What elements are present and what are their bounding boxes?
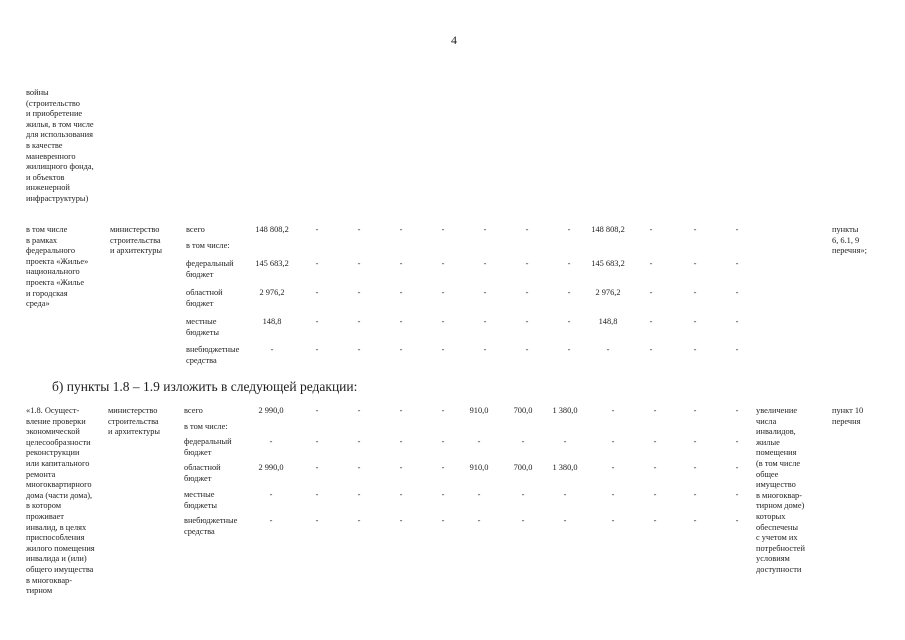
cell-dash: - — [357, 437, 361, 446]
cell-dash: - — [525, 345, 529, 354]
row-label-line: местные — [186, 317, 217, 326]
row-label-line: бюджет — [184, 473, 212, 483]
project-name-line: проекта «Жилье» — [26, 256, 89, 266]
cell-dash: - — [315, 317, 319, 326]
cell-dash: - — [399, 259, 403, 268]
measure-name-line: вление проверки — [26, 416, 86, 426]
cell-total: - — [270, 345, 274, 354]
cell-dash: - — [399, 406, 403, 415]
cell-dash: - — [357, 317, 361, 326]
row-label-line: областной — [186, 288, 223, 297]
cell-col8: - — [563, 437, 567, 446]
row-label-line: бюджет — [186, 298, 214, 308]
row-label-line: средства — [186, 355, 217, 365]
cell-col9: 148,8 — [598, 317, 618, 326]
cell-col6: - — [477, 437, 481, 446]
expected-result-line: жилые — [756, 437, 780, 447]
cell-dash: - — [567, 288, 571, 297]
cell-col9: 148 808,2 — [591, 225, 625, 234]
project-name-line: и городская — [26, 288, 68, 298]
cell-total: 2 990,0 — [258, 406, 284, 415]
cell-dash: - — [693, 345, 697, 354]
measure-name-line: в многоквар- — [26, 575, 73, 585]
cell-dash: - — [735, 490, 739, 499]
top-fragment-line: инфраструктуры) — [26, 193, 89, 203]
expected-result-line: числа — [756, 416, 777, 426]
cell-dash: - — [315, 225, 319, 234]
top-fragment-line: инженерной — [26, 183, 70, 193]
cell-dash: - — [357, 516, 361, 525]
cell-dash: - — [735, 463, 739, 472]
cell-dash: - — [315, 490, 319, 499]
cell-dash: - — [441, 259, 445, 268]
expected-result-line: с учетом их — [756, 533, 798, 543]
top-fragment-line: (строительство — [26, 98, 80, 108]
cell-dash: - — [483, 225, 487, 234]
cell-total: 2 976,2 — [259, 288, 285, 297]
row-label — [186, 241, 230, 252]
cell-dash: - — [693, 463, 697, 472]
cell-dash: - — [441, 317, 445, 326]
executor-line: и архитектуры — [110, 246, 163, 256]
expected-result-line: инвалидов, — [756, 427, 796, 437]
executor-line: министерство — [110, 225, 160, 234]
cell-col6: - — [477, 516, 481, 525]
expected-result-line: общее — [756, 469, 779, 479]
reference-line: перечня»; — [832, 246, 867, 256]
row-label-line: всего — [186, 225, 205, 234]
row-label-line: местные — [184, 490, 215, 499]
cell-dash: - — [315, 463, 319, 472]
cell-dash: - — [611, 463, 615, 472]
cell-dash: - — [611, 516, 615, 525]
cell-dash: - — [357, 345, 361, 354]
measure-name-line: жилого помещения — [26, 543, 95, 553]
row-label-line: бюджет — [184, 447, 212, 457]
cell-col9: 145 683,2 — [591, 259, 625, 268]
reference-line: перечня — [832, 416, 861, 426]
cell-dash: - — [693, 406, 697, 415]
row-label-line: в том числе: — [184, 422, 228, 431]
reference-line: пункт 10 — [832, 406, 864, 415]
cell-dash: - — [611, 406, 615, 415]
project-name-line: в том числе — [26, 225, 68, 234]
project-name-line: федерального — [26, 246, 76, 256]
top-fragment-line: и приобретение — [26, 109, 83, 119]
cell-col7: 700,0 — [513, 463, 533, 472]
cell-dash: - — [357, 490, 361, 499]
cell-dash: - — [441, 225, 445, 234]
measure-name-line: инвалид, в целях — [26, 522, 87, 532]
expected-result-line: которых — [756, 511, 786, 521]
cell-col7: - — [521, 490, 525, 499]
cell-dash: - — [567, 225, 571, 234]
cell-dash: - — [399, 490, 403, 499]
cell-dash: - — [357, 259, 361, 268]
row-label — [184, 422, 228, 433]
measure-name-line: ремонта — [26, 469, 56, 479]
expected-result-line: доступности — [756, 564, 802, 574]
executor-line: строительства — [108, 416, 159, 426]
cell-dash: - — [357, 406, 361, 415]
cell-col6: 910,0 — [469, 406, 489, 415]
cell-dash: - — [735, 317, 739, 326]
expected-result-line: обеспечены — [756, 522, 799, 532]
cell-dash: - — [399, 516, 403, 525]
cell-total: 2 990,0 — [258, 463, 284, 472]
section-heading: б) пункты 1.8 – 1.9 изложить в следующей редакции: — [52, 379, 358, 394]
cell-dash: - — [653, 406, 657, 415]
cell-dash: - — [693, 288, 697, 297]
expected-result-line: имущество — [756, 480, 796, 490]
executor-line: строительства — [110, 235, 161, 245]
executor — [110, 225, 162, 257]
row-label — [184, 463, 221, 484]
top-fragment-text — [26, 88, 94, 205]
measure-name-line: дома (части дома), — [26, 490, 93, 500]
cell-dash: - — [315, 516, 319, 525]
executor — [108, 406, 160, 438]
cell-dash: - — [649, 317, 653, 326]
top-fragment-line: для использования — [26, 130, 93, 140]
cell-dash: - — [315, 437, 319, 446]
row-label — [184, 516, 237, 537]
row-label — [184, 406, 203, 417]
cell-dash: - — [441, 463, 445, 472]
cell-dash: - — [399, 437, 403, 446]
cell-dash: - — [653, 516, 657, 525]
cell-dash: - — [483, 317, 487, 326]
cell-dash: - — [649, 225, 653, 234]
cell-col8: - — [563, 516, 567, 525]
cell-dash: - — [611, 437, 615, 446]
row-label — [184, 437, 232, 458]
measure-name-line: общего имущества — [26, 564, 94, 574]
row-label — [184, 490, 217, 511]
page-number: 4 — [451, 33, 457, 47]
cell-dash: - — [525, 259, 529, 268]
cell-col7: - — [521, 516, 525, 525]
cell-dash: - — [649, 345, 653, 354]
row-label-line: бюджет — [186, 269, 214, 279]
row-label-line: федеральный — [184, 437, 232, 446]
expected-result-line: в многоквар- — [756, 490, 803, 500]
row-label — [186, 288, 223, 309]
expected-result-line: потребностей — [756, 543, 805, 553]
measure-name — [26, 406, 95, 597]
cell-dash: - — [399, 317, 403, 326]
cell-col9: - — [606, 345, 610, 354]
row-label-line: всего — [184, 406, 203, 415]
project-name-line: в рамках — [26, 235, 58, 245]
reference — [832, 225, 867, 257]
cell-dash: - — [653, 463, 657, 472]
cell-total: 148 808,2 — [255, 225, 289, 234]
measure-name-line: инвалида и (или) — [26, 554, 87, 564]
cell-dash: - — [735, 516, 739, 525]
measure-name-line: целесообразности — [26, 437, 91, 447]
expected-result — [756, 406, 805, 576]
cell-dash: - — [441, 437, 445, 446]
row-label-line: бюджеты — [186, 327, 220, 337]
measure-name-line: проживает — [26, 511, 64, 521]
cell-col8: 1 380,0 — [552, 463, 578, 472]
cell-col8: 1 380,0 — [552, 406, 578, 415]
cell-dash: - — [483, 345, 487, 354]
row-label-line: внебюджетные — [186, 345, 240, 354]
cell-dash: - — [315, 259, 319, 268]
cell-dash: - — [735, 259, 739, 268]
cell-dash: - — [567, 345, 571, 354]
cell-dash: - — [693, 516, 697, 525]
cell-dash: - — [441, 288, 445, 297]
measure-name-line: реконструкции — [26, 448, 80, 458]
top-fragment-line: жилищного фонда, — [26, 162, 94, 172]
cell-total: - — [269, 490, 273, 499]
measure-name-line: многоквартирного — [26, 480, 92, 490]
cell-total: - — [269, 437, 273, 446]
cell-dash: - — [525, 317, 529, 326]
project-name-line: среда» — [26, 299, 50, 309]
top-fragment-line: в качестве — [26, 140, 63, 150]
expected-result-line: тирном доме) — [756, 501, 805, 511]
cell-dash: - — [441, 406, 445, 415]
cell-dash: - — [441, 516, 445, 525]
cell-dash: - — [649, 259, 653, 268]
cell-dash: - — [567, 259, 571, 268]
cell-dash: - — [315, 288, 319, 297]
row-label-line: в том числе: — [186, 241, 230, 250]
top-fragment-line: и объектов — [26, 172, 65, 182]
row-label-line: федеральный — [186, 259, 234, 268]
cell-dash: - — [399, 345, 403, 354]
cell-total: - — [269, 516, 273, 525]
row-label-line: областной — [184, 463, 221, 472]
expected-result-line: увеличение — [756, 406, 798, 415]
cell-dash: - — [399, 288, 403, 297]
project-name-line: проекта «Жилье — [26, 277, 85, 287]
cell-col6: 910,0 — [469, 463, 489, 472]
executor-line: и архитектуры — [108, 427, 161, 437]
reference — [832, 406, 863, 427]
cell-dash: - — [315, 406, 319, 415]
cell-dash: - — [693, 317, 697, 326]
row-label — [186, 345, 239, 366]
cell-total: 145 683,2 — [255, 259, 289, 268]
cell-dash: - — [525, 288, 529, 297]
cell-dash: - — [693, 437, 697, 446]
cell-dash: - — [693, 259, 697, 268]
cell-col9: 2 976,2 — [595, 288, 621, 297]
cell-dash: - — [735, 437, 739, 446]
measure-name-line: тирном — [26, 586, 53, 596]
project-name-line: национального — [26, 267, 80, 277]
row-label-line: средства — [184, 526, 215, 536]
measure-name-line: или капитального — [26, 458, 90, 468]
project-name — [26, 225, 88, 310]
expected-result-line: помещения — [756, 448, 797, 458]
cell-dash: - — [399, 225, 403, 234]
cell-col7: 700,0 — [513, 406, 533, 415]
cell-dash: - — [735, 406, 739, 415]
cell-dash: - — [399, 463, 403, 472]
expected-result-line: (в том числе — [756, 458, 801, 468]
expected-result-line: условиям — [756, 554, 790, 564]
cell-dash: - — [357, 225, 361, 234]
row-label-line: внебюджетные — [184, 516, 238, 525]
cell-col7: - — [521, 437, 525, 446]
cell-col6: - — [477, 490, 481, 499]
cell-dash: - — [653, 437, 657, 446]
cell-dash: - — [441, 490, 445, 499]
cell-dash: - — [735, 288, 739, 297]
cell-dash: - — [357, 288, 361, 297]
cell-dash: - — [735, 345, 739, 354]
cell-dash: - — [525, 225, 529, 234]
top-fragment-line: войны — [26, 88, 49, 97]
row-label-line: бюджеты — [184, 500, 218, 510]
cell-dash: - — [611, 490, 615, 499]
measure-name-line: в котором — [26, 501, 62, 511]
cell-dash: - — [693, 490, 697, 499]
cell-dash: - — [483, 259, 487, 268]
executor-line: министерство — [108, 406, 158, 415]
row-label — [186, 317, 219, 338]
cell-dash: - — [649, 288, 653, 297]
cell-dash: - — [315, 345, 319, 354]
cell-dash: - — [567, 317, 571, 326]
cell-dash: - — [693, 225, 697, 234]
measure-name-line: приспособления — [26, 533, 85, 543]
reference-line: пункты — [832, 225, 859, 234]
cell-col8: - — [563, 490, 567, 499]
measure-name-line: «1.8. Осущест- — [26, 406, 80, 415]
row-label — [186, 225, 205, 236]
top-fragment-line: жилья, в том числе — [26, 119, 94, 129]
cell-dash: - — [735, 225, 739, 234]
cell-total: 148,8 — [262, 317, 282, 326]
cell-dash: - — [441, 345, 445, 354]
row-label — [186, 259, 234, 280]
cell-dash: - — [653, 490, 657, 499]
top-fragment-line: маневренного — [26, 151, 76, 161]
reference-line: 6, 6.1, 9 — [832, 235, 860, 245]
cell-dash: - — [483, 288, 487, 297]
measure-name-line: экономической — [26, 427, 80, 437]
cell-dash: - — [357, 463, 361, 472]
